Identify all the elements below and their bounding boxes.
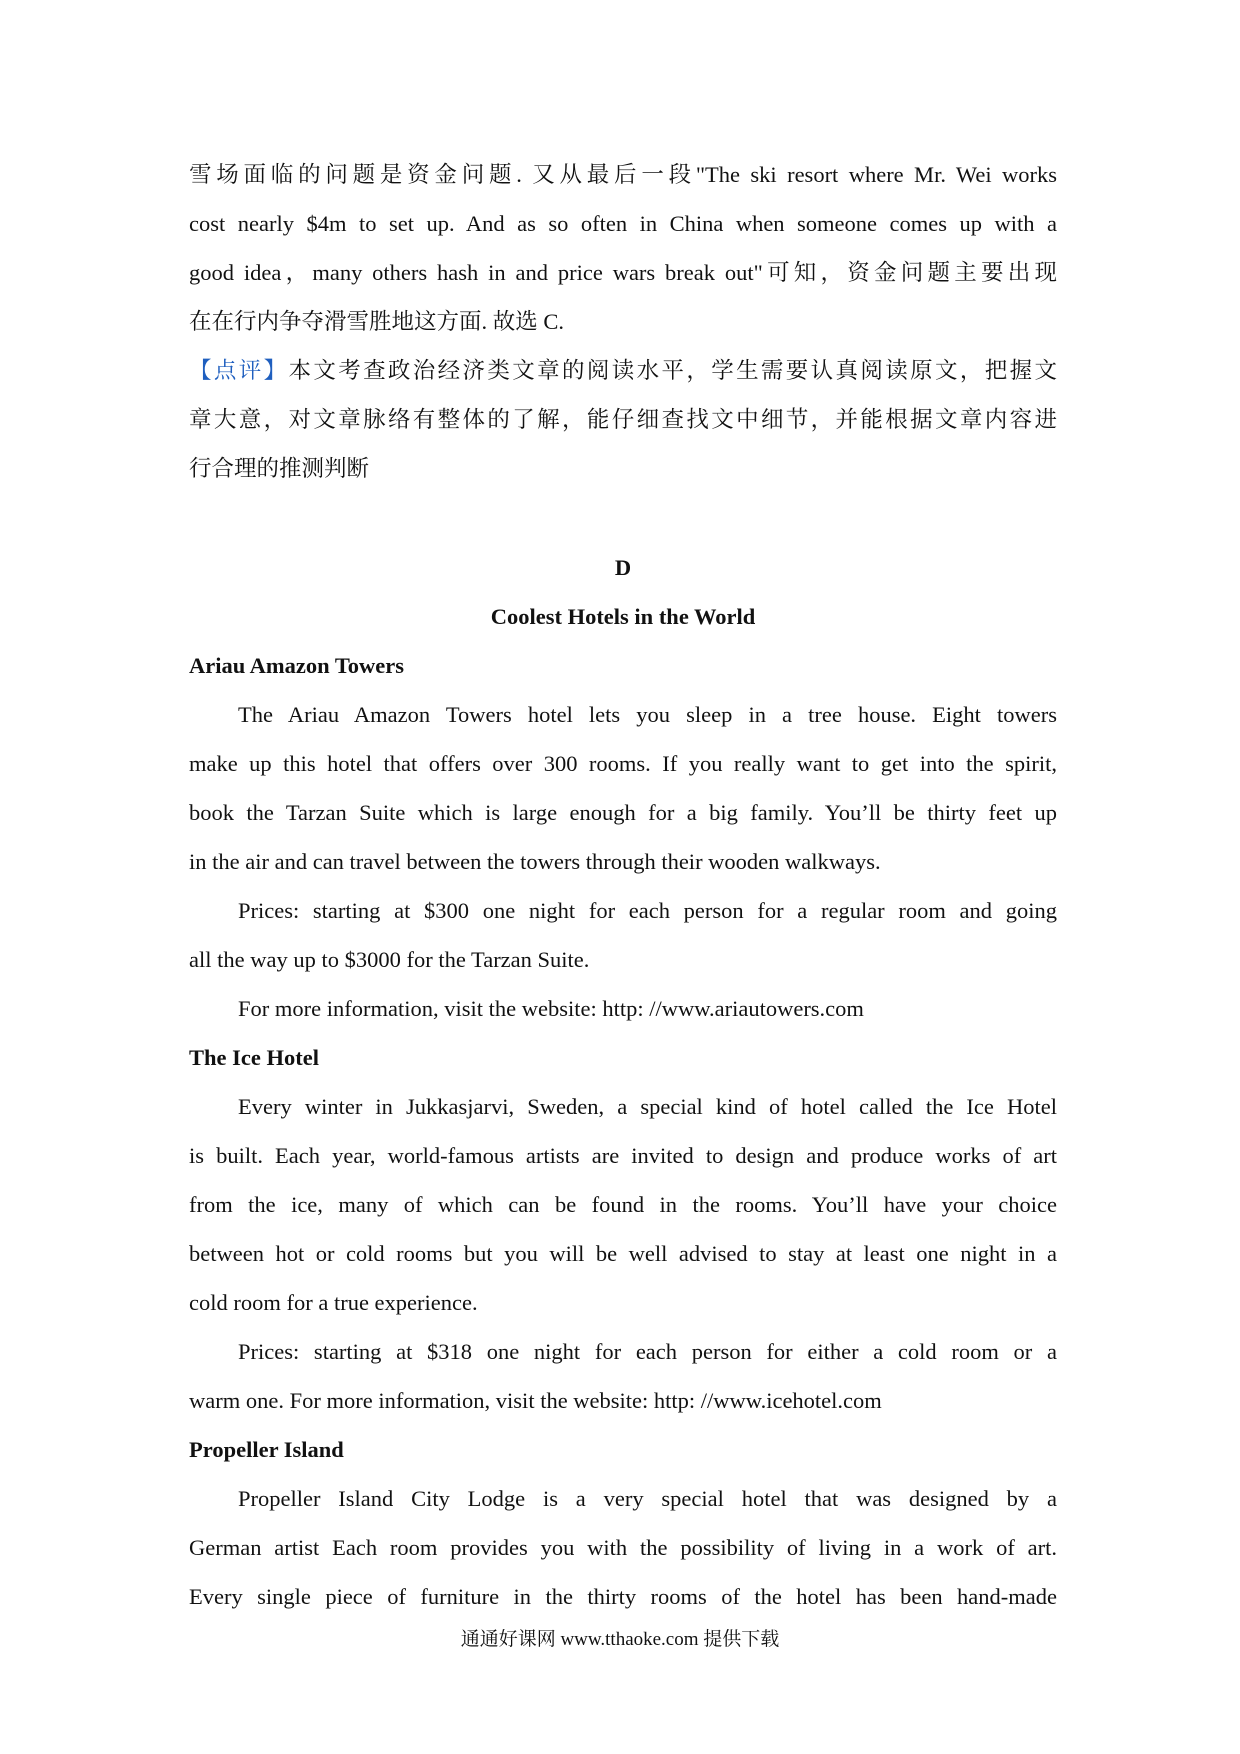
info-line: warm one. For more information, visit the website: http: //www.icehotel.com: [189, 1388, 882, 1413]
document-page: [189, 150, 1057, 1621]
section-letter: D: [614, 555, 632, 580]
commentary-line: 在在行内争夺滑雪胜地这方面. 故选 C.: [189, 309, 565, 334]
hotel-entry: [189, 1425, 1057, 1621]
paragraph-line: Propeller Island City Lodge is a very special hotel that was designed by a: [238, 1486, 1057, 1511]
page-footer: 通通好课网 www.tthaoke.com 提供下载: [460, 1629, 780, 1650]
paragraph-line: in the air and can travel between the towers through their wooden walkways.: [189, 849, 881, 874]
section-title: Coolest Hotels in the World: [490, 604, 756, 629]
commentary-line: cost nearly $4m to set up. And as so often in China when someone comes up with a: [189, 211, 1057, 236]
paragraph-line: German artist Each room provides you with the possibility of living in a work of art.: [189, 1535, 1057, 1560]
commentary-block: [189, 150, 1057, 493]
paragraph-line: Every winter in Jukkasjarvi, Sweden, a special kind of hotel called the Ice Hotel: [238, 1094, 1057, 1119]
commentary-line: good idea，many others hash in and price wars break out"可知，资金问题主要出现: [189, 260, 1057, 285]
info-line: For more information, visit the website: http: //www.ariautowers.com: [238, 996, 864, 1021]
hotel-entry: [189, 641, 1057, 1033]
price-line: Prices: starting at $300 one night for each person for a regular room and going: [238, 898, 1057, 923]
paragraph-line: The Ariau Amazon Towers hotel lets you sleep in a tree house. Eight towers: [238, 702, 1057, 727]
hotel-name: Propeller Island: [189, 1437, 344, 1462]
paragraph-line: book the Tarzan Suite which is large enough for a big family. You’ll be thirty feet up: [189, 800, 1057, 825]
review-label: 【点评】: [189, 358, 289, 383]
commentary-line: 雪场面临的问题是资金问题. 又从最后一段"The ski resort where Mr. Wei works: [189, 162, 1057, 187]
hotel-entry: [189, 1033, 1057, 1425]
paragraph-line: from the ice, many of which can be found in the rooms. You’ll have your choice: [189, 1192, 1057, 1217]
paragraph-line: make up this hotel that offers over 300 rooms. If you really want to get into the spirit,: [189, 751, 1057, 776]
paragraph-line: cold room for a true experience.: [189, 1290, 478, 1315]
review-line: [189, 346, 1057, 395]
hotel-name: The Ice Hotel: [189, 1045, 319, 1070]
paragraph-line: is built. Each year, world-famous artists are invited to design and produce works of art: [189, 1143, 1057, 1168]
review-line: 章大意，对文章脉络有整体的了解，能仔细查找文中细节，并能根据文章内容进: [189, 407, 1057, 432]
price-line: all the way up to $3000 for the Tarzan Suite.: [189, 947, 590, 972]
paragraph-line: Every single piece of furniture in the thirty rooms of the hotel has been hand-made: [189, 1584, 1057, 1609]
review-text: 本文考查政治经济类文章的阅读水平，学生需要认真阅读原文，把握文: [288, 358, 1057, 383]
paragraph-line: between hot or cold rooms but you will be well advised to stay at least one night in a: [189, 1241, 1057, 1266]
price-line: Prices: starting at $318 one night for each person for either a cold room or a: [238, 1339, 1057, 1364]
hotel-name: Ariau Amazon Towers: [189, 653, 405, 678]
review-line: 行合理的推测判断: [189, 456, 370, 481]
